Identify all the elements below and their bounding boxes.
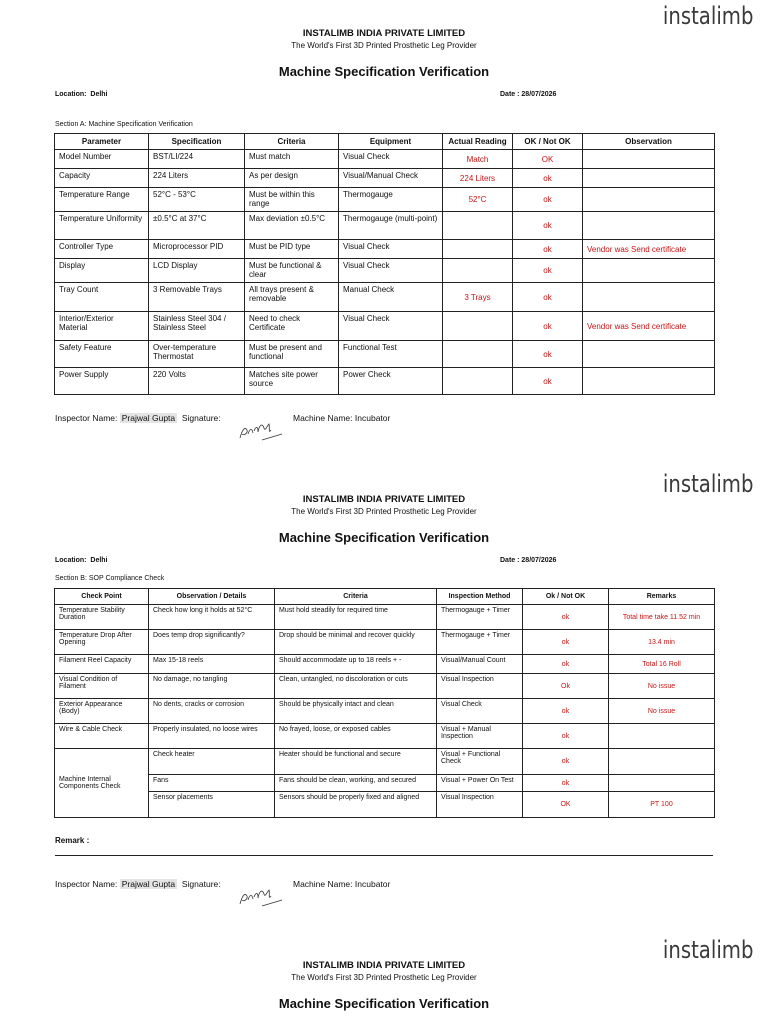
inspector-label: Inspector Name:: [55, 879, 118, 889]
sop-cell-method: Thermogauge + Timer: [437, 605, 523, 630]
spec-row: [55, 188, 715, 212]
sop-cell-check: Filament Reel Capacity: [55, 655, 149, 674]
col-header: Actual Reading: [443, 134, 513, 150]
col-header: Equipment: [339, 134, 443, 150]
spec-cell-equipment: Functional Test: [339, 341, 443, 368]
spec-cell-parameter: Temperature Uniformity: [55, 212, 149, 240]
date: [500, 91, 556, 98]
spec-cell-spec: BST/LI/224: [149, 150, 245, 169]
col-header: Specification: [149, 134, 245, 150]
sop-cell-method: Visual Inspection: [437, 674, 523, 699]
spec-cell-equipment: Visual Check: [339, 150, 443, 169]
sop-cell-remark: PT 100: [609, 792, 715, 818]
spec-cell-parameter: Interior/Exterior Material: [55, 312, 149, 341]
sop-row: [55, 605, 715, 630]
sop-cell-detail: No dents, cracks or corrosion: [149, 699, 275, 724]
location-label: Location:: [55, 557, 87, 564]
spec-cell-equipment: Thermogauge (multi-point): [339, 212, 443, 240]
spec-cell-ok: ok: [513, 188, 583, 212]
inspector-name: Prajwal Gupta: [121, 879, 176, 889]
spec-cell-criteria: Must be functional & clear: [245, 259, 339, 283]
spec-cell-obs: [583, 341, 715, 368]
sop-cell-ok: OK: [523, 792, 609, 818]
sop-group-label: Machine Internal Components Check: [55, 749, 149, 818]
signature-label: Signature:: [181, 879, 221, 889]
sop-cell-remark: No issue: [609, 674, 715, 699]
sop-table-header: [55, 589, 715, 605]
spec-row: [55, 312, 715, 341]
sop-cell-detail: Sensor placements: [149, 792, 275, 818]
inspector-footer: [55, 879, 221, 889]
company-tagline: The World's First 3D Printed Prosthetic Leg Provider: [291, 41, 477, 50]
col-header: Remarks: [609, 589, 715, 605]
machine-info: [293, 879, 390, 889]
machine-name: Incubator: [354, 879, 391, 889]
spec-cell-criteria: Need to check Certificate: [245, 312, 339, 341]
col-header: OK / Not OK: [513, 134, 583, 150]
sop-cell-method: Visual + Functional Check: [437, 749, 523, 775]
machine-label: Machine Name:: [293, 879, 353, 889]
company-tagline: The World's First 3D Printed Prosthetic Leg Provider: [291, 973, 477, 982]
sop-cell-check: Wire & Cable Check: [55, 724, 149, 749]
sop-cell-criteria: Must hold steadily for required time: [275, 605, 437, 630]
sop-cell-ok: ok: [523, 775, 609, 792]
spec-cell-parameter: Power Supply: [55, 368, 149, 395]
spec-row: [55, 259, 715, 283]
date-label: Date :: [500, 91, 520, 98]
spec-cell-spec: Stainless Steel 304 / Stainless Steel: [149, 312, 245, 341]
sop-cell-remark: 13.4 min: [609, 630, 715, 655]
spec-cell-parameter: Tray Count: [55, 283, 149, 312]
sop-row: [55, 655, 715, 674]
sop-cell-ok: ok: [523, 699, 609, 724]
spec-cell-spec: LCD Display: [149, 259, 245, 283]
sop-cell-check: Temperature Drop After Opening: [55, 630, 149, 655]
sop-group-row: [55, 775, 715, 792]
col-header: Criteria: [275, 589, 437, 605]
section-b-title: Section B: SOP Compliance Check: [55, 575, 165, 582]
sop-cell-detail: Properly insulated, no loose wires: [149, 724, 275, 749]
sop-cell-ok: Ok: [523, 674, 609, 699]
date-value: 28/07/2026: [521, 557, 557, 564]
spec-table: [54, 133, 715, 395]
remark-line: [55, 855, 713, 856]
spec-cell-reading: [443, 341, 513, 368]
sop-cell-method: Visual/Manual Count: [437, 655, 523, 674]
location: [55, 557, 108, 564]
col-header: Observation: [583, 134, 715, 150]
company-name: INSTALIMB INDIA PRIVATE LIMITED: [302, 494, 466, 505]
spec-cell-spec: 52°C - 53°C: [149, 188, 245, 212]
sop-cell-remark: [609, 724, 715, 749]
spec-cell-criteria: Matches site power source: [245, 368, 339, 395]
inspector-label: Inspector Name:: [55, 413, 118, 423]
spec-cell-obs: Vendor was Send certificate: [583, 240, 715, 259]
document-title: Machine Specification Verification: [278, 530, 490, 545]
sop-cell-detail: Max 15-18 reels: [149, 655, 275, 674]
sop-cell-ok: ok: [523, 724, 609, 749]
spec-row: [55, 240, 715, 259]
spec-cell-ok: ok: [513, 240, 583, 259]
spec-cell-reading: [443, 212, 513, 240]
col-header: Check Point: [55, 589, 149, 605]
spec-cell-ok: OK: [513, 150, 583, 169]
location: [55, 91, 108, 98]
spec-cell-reading: 52°C: [443, 188, 513, 212]
spec-cell-criteria: Must be PID type: [245, 240, 339, 259]
spec-cell-criteria: All trays present & removable: [245, 283, 339, 312]
brand-logo: instalimb: [662, 936, 753, 964]
signature-image: [236, 882, 286, 910]
spec-cell-spec: Over-temperature Thermostat: [149, 341, 245, 368]
sop-cell-criteria: Heater should be functional and secure: [275, 749, 437, 775]
spec-cell-spec: ±0.5°C at 37°C: [149, 212, 245, 240]
sop-cell-criteria: Fans should be clean, working, and secured: [275, 775, 437, 792]
inspector-name: Prajwal Gupta: [121, 413, 176, 423]
spec-cell-reading: [443, 368, 513, 395]
date: [500, 557, 556, 564]
spec-cell-parameter: Display: [55, 259, 149, 283]
signature-label: Signature:: [181, 413, 221, 423]
spec-cell-reading: Match: [443, 150, 513, 169]
sop-cell-detail: No damage, no tangling: [149, 674, 275, 699]
sop-row: [55, 674, 715, 699]
spec-cell-spec: 3 Removable Trays: [149, 283, 245, 312]
spec-table-header: [55, 134, 715, 150]
col-header: Ok / Not OK: [523, 589, 609, 605]
sop-cell-ok: ok: [523, 630, 609, 655]
location-value: Delhi: [90, 91, 108, 98]
col-header: Observation / Details: [149, 589, 275, 605]
sop-cell-remark: [609, 749, 715, 775]
spec-cell-parameter: Safety Feature: [55, 341, 149, 368]
spec-cell-spec: Microprocessor PID: [149, 240, 245, 259]
spec-cell-obs: [583, 368, 715, 395]
spec-cell-obs: [583, 283, 715, 312]
spec-cell-obs: Vendor was Send certificate: [583, 312, 715, 341]
date-value: 28/07/2026: [521, 91, 557, 98]
company-tagline: The World's First 3D Printed Prosthetic Leg Provider: [291, 507, 477, 516]
spec-cell-spec: 224 Liters: [149, 169, 245, 188]
sop-cell-criteria: No frayed, loose, or exposed cables: [275, 724, 437, 749]
spec-cell-parameter: Model Number: [55, 150, 149, 169]
sop-cell-check: Visual Condition of Filament: [55, 674, 149, 699]
spec-cell-parameter: Controller Type: [55, 240, 149, 259]
section-a-title: Section A: Machine Specification Verification: [55, 121, 193, 128]
spec-cell-ok: ok: [513, 212, 583, 240]
sop-cell-remark: Total 16 Roll: [609, 655, 715, 674]
spec-cell-equipment: Manual Check: [339, 283, 443, 312]
company-name: INSTALIMB INDIA PRIVATE LIMITED: [302, 28, 466, 39]
spec-cell-obs: [583, 150, 715, 169]
sop-cell-remark: No issue: [609, 699, 715, 724]
col-header: Criteria: [245, 134, 339, 150]
sop-cell-criteria: Should be physically intact and clean: [275, 699, 437, 724]
spec-cell-spec: 220 Volts: [149, 368, 245, 395]
sop-cell-method: Visual + Manual Inspection: [437, 724, 523, 749]
sop-table: [54, 588, 715, 818]
spec-cell-equipment: Thermogauge: [339, 188, 443, 212]
sop-cell-method: Visual Check: [437, 699, 523, 724]
sop-cell-criteria: Sensors should be properly fixed and aligned: [275, 792, 437, 818]
sop-group-row: [55, 749, 715, 775]
spec-row: [55, 283, 715, 312]
sop-cell-method: Visual + Power On Test: [437, 775, 523, 792]
spec-cell-equipment: Visual Check: [339, 312, 443, 341]
spec-cell-ok: ok: [513, 341, 583, 368]
spec-cell-obs: [583, 188, 715, 212]
brand-logo: instalimb: [662, 470, 753, 498]
spec-cell-criteria: As per design: [245, 169, 339, 188]
sop-cell-ok: ok: [523, 605, 609, 630]
sop-cell-criteria: Should accommodate up to 18 reels + -: [275, 655, 437, 674]
sop-row: [55, 699, 715, 724]
sop-cell-detail: Check heater: [149, 749, 275, 775]
spec-row: [55, 169, 715, 188]
document-title: Machine Specification Verification: [278, 64, 490, 79]
col-header: Inspection Method: [437, 589, 523, 605]
spec-cell-criteria: Must be present and functional: [245, 341, 339, 368]
spec-row: [55, 368, 715, 395]
sop-cell-remark: Total time take 11.52 min: [609, 605, 715, 630]
sop-cell-remark: [609, 775, 715, 792]
sop-cell-method: Visual Inspection: [437, 792, 523, 818]
sop-cell-detail: Check how long it holds at 52°C: [149, 605, 275, 630]
spec-cell-ok: ok: [513, 259, 583, 283]
col-header: Parameter: [55, 134, 149, 150]
company-name: INSTALIMB INDIA PRIVATE LIMITED: [302, 960, 466, 971]
spec-cell-criteria: Must match: [245, 150, 339, 169]
sop-cell-detail: Fans: [149, 775, 275, 792]
machine-info: [293, 413, 390, 423]
date-label: Date :: [500, 557, 520, 564]
spec-cell-ok: ok: [513, 368, 583, 395]
remark-label: Remark :: [55, 836, 90, 845]
sop-group-row: [55, 792, 715, 818]
spec-cell-reading: 3 Trays: [443, 283, 513, 312]
spec-row: [55, 212, 715, 240]
sop-cell-method: Thermogauge + Timer: [437, 630, 523, 655]
sop-row: [55, 630, 715, 655]
machine-name: Incubator: [354, 413, 391, 423]
sop-cell-detail: Does temp drop significantly?: [149, 630, 275, 655]
spec-cell-parameter: Capacity: [55, 169, 149, 188]
spec-cell-equipment: Visual Check: [339, 259, 443, 283]
signature-image: [236, 416, 286, 444]
spec-cell-reading: [443, 240, 513, 259]
machine-label: Machine Name:: [293, 413, 353, 423]
sop-cell-ok: ok: [523, 655, 609, 674]
inspector-footer: [55, 413, 221, 423]
spec-cell-ok: ok: [513, 169, 583, 188]
spec-cell-ok: ok: [513, 283, 583, 312]
brand-logo: instalimb: [662, 2, 753, 30]
sop-cell-criteria: Clean, untangled, no discoloration or cuts: [275, 674, 437, 699]
sop-cell-criteria: Drop should be minimal and recover quickly: [275, 630, 437, 655]
location-label: Location:: [55, 91, 87, 98]
sop-row: [55, 724, 715, 749]
spec-cell-equipment: Power Check: [339, 368, 443, 395]
spec-cell-equipment: Visual/Manual Check: [339, 169, 443, 188]
spec-cell-obs: [583, 169, 715, 188]
spec-cell-reading: [443, 259, 513, 283]
spec-cell-equipment: Visual Check: [339, 240, 443, 259]
spec-row: [55, 341, 715, 368]
spec-cell-obs: [583, 259, 715, 283]
spec-cell-criteria: Must be within this range: [245, 188, 339, 212]
spec-row: [55, 150, 715, 169]
document-title: Machine Specification Verification: [278, 996, 490, 1011]
spec-cell-reading: 224 Liters: [443, 169, 513, 188]
sop-cell-check: Temperature Stability Duration: [55, 605, 149, 630]
spec-cell-reading: [443, 312, 513, 341]
spec-cell-criteria: Max deviation ±0.5°C: [245, 212, 339, 240]
sop-cell-ok: ok: [523, 749, 609, 775]
spec-cell-ok: ok: [513, 312, 583, 341]
location-value: Delhi: [90, 557, 108, 564]
sop-cell-check: Exterior Appearance (Body): [55, 699, 149, 724]
spec-cell-parameter: Temperature Range: [55, 188, 149, 212]
spec-cell-obs: [583, 212, 715, 240]
